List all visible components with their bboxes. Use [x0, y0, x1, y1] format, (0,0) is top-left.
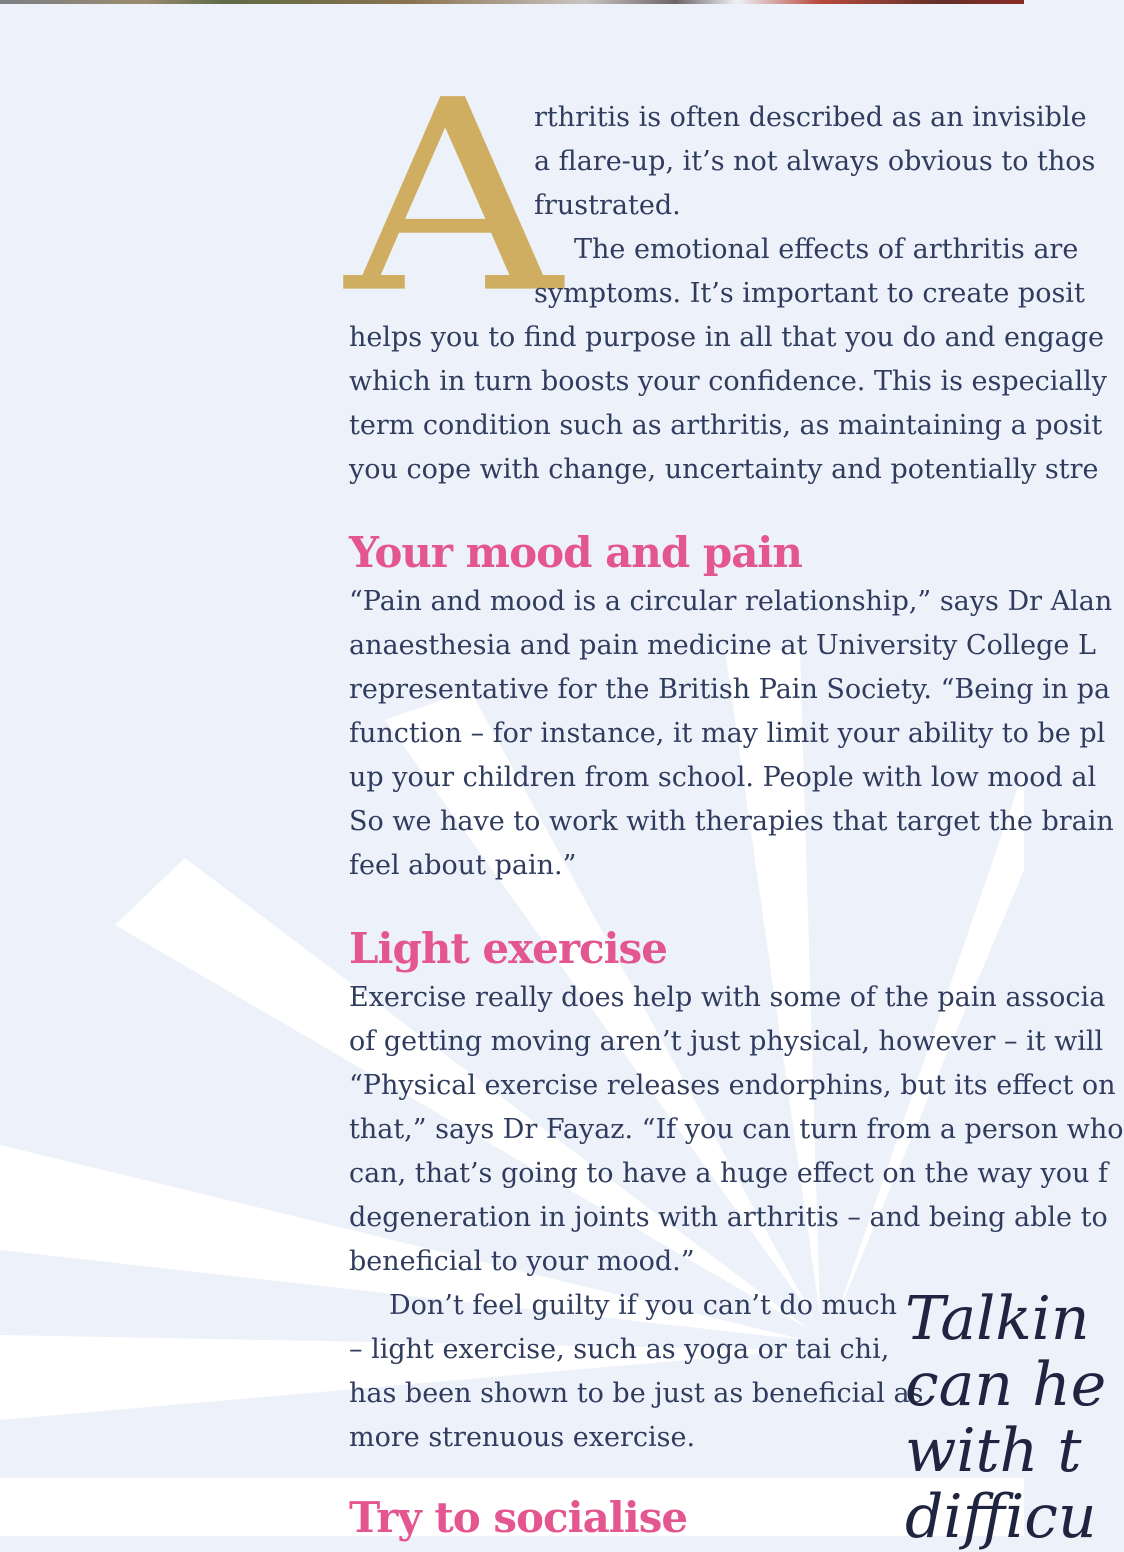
- pull-quote-line: can he: [905, 1350, 1107, 1420]
- body-line: representative for the British Pain Society. “Being in pa: [349, 674, 1111, 705]
- body-line: that,” says Dr Fayaz. “If you can turn from a person who: [349, 1114, 1124, 1145]
- intro-line: frustrated.: [534, 190, 681, 221]
- body-line: “Physical exercise releases endorphins, but its effect on: [349, 1070, 1116, 1101]
- body-line: Exercise really does help with some of the pain associa: [349, 982, 1106, 1013]
- pull-quote: [905, 1286, 1106, 1550]
- body-line: can, that’s going to have a huge effect on the way you f: [349, 1158, 1108, 1189]
- body-line: function – for instance, it may limit your ability to be pl: [349, 718, 1106, 749]
- body-line: So we have to work with therapies that target the brain: [349, 806, 1114, 837]
- intro-line: you cope with change, uncertainty and potentially stre: [349, 454, 1099, 485]
- body-line: Don’t feel guilty if you can’t do much: [389, 1290, 898, 1321]
- pull-quote-line: with t: [905, 1416, 1082, 1486]
- section-heading-mood-pain: Your mood and pain: [349, 528, 802, 577]
- body-line: feel about pain.”: [349, 850, 577, 881]
- intro-line: The emotional effects of arthritis are: [574, 234, 1079, 265]
- body-line: “Pain and mood is a circular relationship,” says Dr Alan: [349, 586, 1113, 617]
- body-line: anaesthesia and pain medicine at University College L: [349, 630, 1096, 661]
- body-line: – light exercise, such as yoga or tai chi,: [349, 1334, 890, 1365]
- intro-line: term condition such as arthritis, as maintaining a posit: [349, 410, 1103, 441]
- body-line: up your children from school. People with low mood al: [349, 762, 1097, 793]
- pull-quote-line: difficu: [905, 1482, 1097, 1552]
- pull-quote-line: Talkin: [905, 1284, 1090, 1354]
- body-line: more strenuous exercise.: [349, 1422, 696, 1453]
- intro-line: a flare-up, it’s not always obvious to thos: [534, 146, 1096, 177]
- section-heading-socialise: Try to socialise: [349, 1493, 688, 1542]
- drop-cap-letter: A: [345, 44, 562, 352]
- section-heading-light-exercise: Light exercise: [349, 924, 667, 973]
- intro-line: helps you to find purpose in all that you do and engage: [349, 322, 1104, 353]
- intro-line: symptoms. It’s important to create posit: [534, 278, 1085, 309]
- intro-line: rthritis is often described as an invisible: [534, 102, 1087, 133]
- intro-line: which in turn boosts your confidence. This is especially: [349, 366, 1107, 397]
- body-line: beneficial to your mood.”: [349, 1246, 695, 1277]
- body-line: degeneration in joints with arthritis – and being able to: [349, 1202, 1108, 1233]
- body-line: has been shown to be just as beneficial as: [349, 1378, 924, 1409]
- body-line: of getting moving aren’t just physical, however – it will: [349, 1026, 1104, 1057]
